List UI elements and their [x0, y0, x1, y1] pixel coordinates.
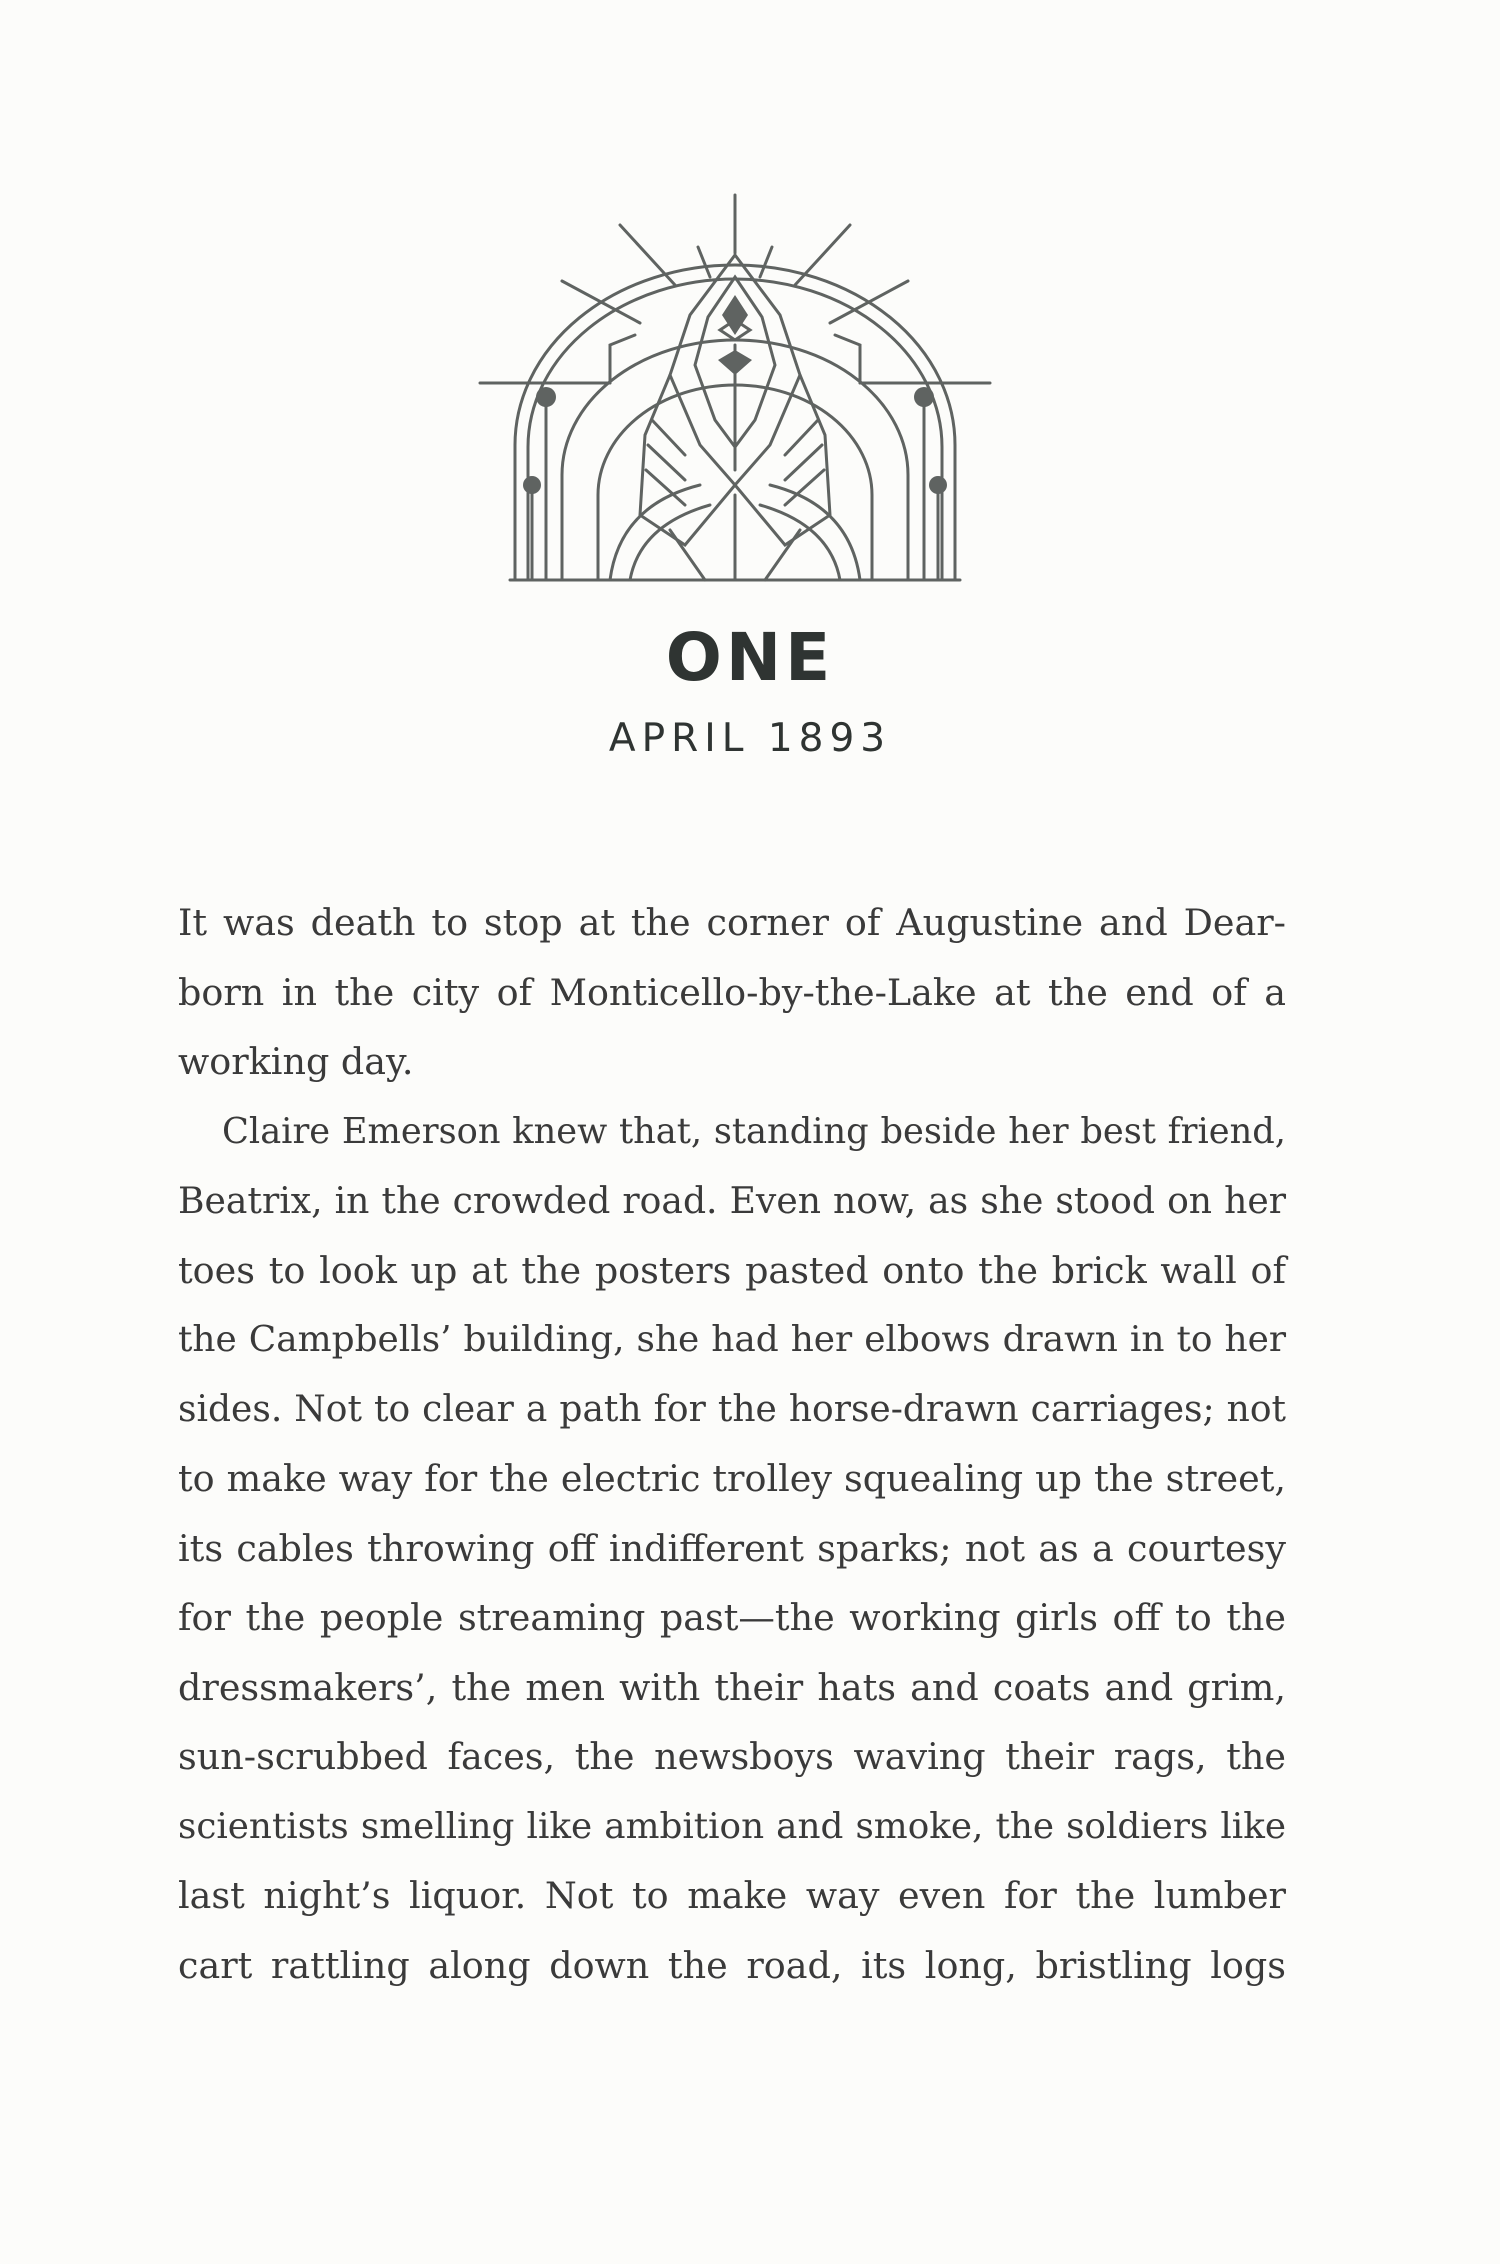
text-line: sun-scrubbed faces, the newsboys waving their rags, the — [178, 1735, 1286, 1778]
text-line: sides. Not to clear a path for the horse-drawn carriages; not — [178, 1388, 1286, 1430]
text-line: working day. — [178, 1040, 414, 1083]
chapter-date: APRIL 1893 — [608, 716, 892, 761]
text-line: to make way for the electric trolley squealing up the street, — [178, 1457, 1286, 1500]
text-line: It was death to stop at the corner of Augustine and Dear- — [178, 901, 1286, 944]
art-deco-sunburst-arch-icon — [470, 185, 1000, 590]
text-line: cart rattling along down the road, its long, bristling logs — [178, 1943, 1286, 1987]
paragraph-1 — [178, 888, 1286, 1097]
text-line: its cables throwing off indifferent sparks; not as a courtesy — [178, 1526, 1286, 1570]
text-line: Beatrix, in the crowded road. Even now, as she stood on her — [178, 1179, 1286, 1222]
chapter-number: ONE — [665, 619, 835, 696]
chapter-body — [178, 888, 1286, 2000]
paragraph-2 — [178, 1097, 1286, 2001]
text-line: the Campbells’ building, she had her elbows drawn in to her — [178, 1319, 1286, 1360]
text-line: scientists smelling like ambition and smoke, the soldiers like — [178, 1805, 1286, 1847]
text-line: born in the city of Monticello-by-the-Lake at the end of a — [178, 970, 1286, 1014]
text-line: Claire Emerson knew that, standing beside her best friend, — [222, 1110, 1286, 1152]
text-line: last night’s liquor. Not to make way even for the lumber — [178, 1874, 1286, 1917]
text-line: dressmakers’, the men with their hats and coats and grim, — [178, 1665, 1286, 1709]
text-line: for the people streaming past—the working girls off to the — [178, 1596, 1286, 1639]
text-line: toes to look up at the posters pasted onto the brick wall of — [178, 1248, 1286, 1292]
